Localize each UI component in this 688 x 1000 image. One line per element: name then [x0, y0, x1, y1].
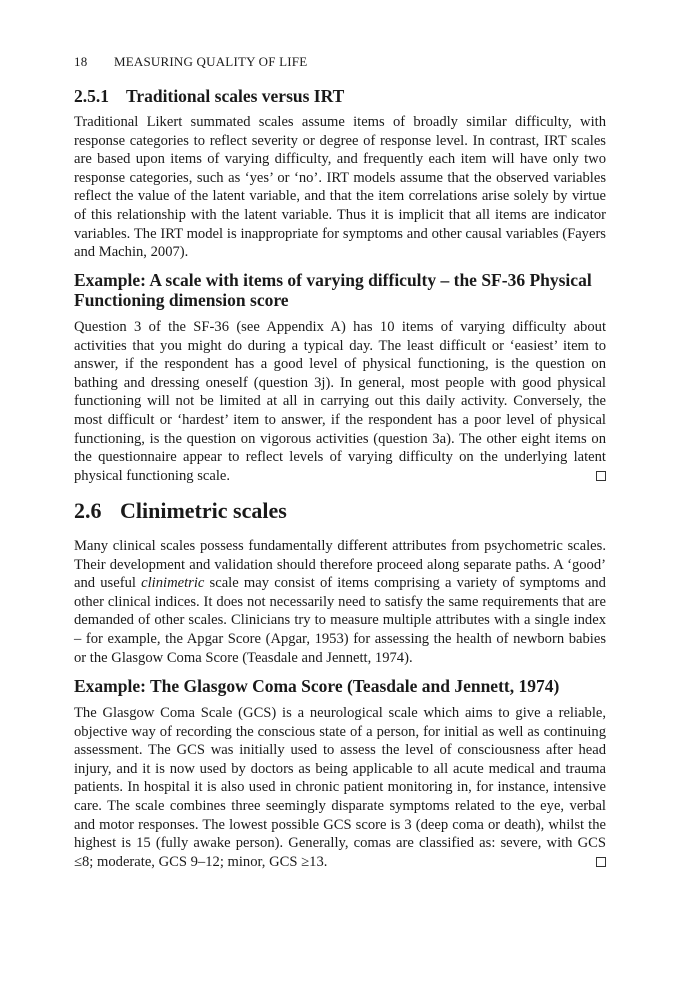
clinimetric-text-a: Many clinical scales possess fundamentally different attributes from psychometric scales. Their development and validation should therefore proceed along separate paths. A ‘good’ and useful	[74, 538, 606, 592]
clinimetric-text-b: scale may consist of items comprising a variety of symptoms and other clinical indices. It does not necessarily need to satisfy the same requirements that are demanded of other scales. Clinicians try to measure multiple attributes with a single index – for example, the Apgar Score (Apgar, 1953) for assessing the health of newborn babies or the Glasgow Coma Score (Teasdale and Jennett, 1974).	[74, 575, 606, 666]
paragraph-gcs-example	[74, 704, 606, 871]
end-of-example-box-icon	[596, 857, 606, 867]
section-heading-2-6	[74, 498, 287, 524]
running-title: MEASURING QUALITY OF LIFE	[114, 54, 308, 69]
paragraph-sf36-example	[74, 318, 606, 485]
subsection-heading-2-5-1	[74, 86, 344, 107]
section-number: 2.6	[74, 498, 102, 523]
gcs-example-text: The Glasgow Coma Scale (GCS) is a neurological scale which aims to give a reliable, objective way of recording the conscious state of a person, for initial as well as continuing assessment. The GCS was initially used to assess the level of consciousness after head injury, and it is now used by doctors as being applicable to all acute medical and trauma patients. In hospital it is also used in chronic patient monitoring in, for instance, intensive care. The scale combines three seemingly disparate symptoms related to the eye, verbal and motor responses. The lowest possible GCS score is 3 (deep coma or death), whilst the highest is 15 (fully awake person). Generally, comas are classified as: severe, with GCS ≤8; moderate, GCS 9–12; minor, GCS ≥13.	[74, 705, 606, 870]
clinimetric-emphasis: clinimetric	[141, 575, 205, 592]
subsection-number: 2.5.1	[74, 86, 109, 106]
paragraph-traditional-scales: Traditional Likert summated scales assume items of broadly similar difficulty, with response categories to reflect severity or degree of response level. In contrast, IRT scales are based upon items of varying difficulty, and frequently each item will have only two response categories, such as ‘yes’ or ‘no’. IRT models assume that the observed variables reflect the value of the latent variable, and that the item correlations arise solely by virtue of this relationship with the latent variable. Thus it is implicit that all items are indicator variables. The IRT model is inappropriate for symptoms and other causal variables (Fayers and Machin, 2007).	[74, 114, 606, 261]
subsection-title: Traditional scales versus IRT	[126, 86, 345, 106]
page-number: 18	[74, 54, 88, 69]
sf36-example-text: Question 3 of the SF-36 (see Appendix A) has 10 items of varying difficulty about activities that you might do during a typical day. The least difficult or ‘easiest’ item to answer, if the respondent has a good level of physical functioning, is the question on bathing and dressing oneself (question 3j). In general, most people with good physical functioning will not be limited at all in carrying out this daily activity. Conversely, the most difficult or ‘hardest’ item to answer, if the respondent has a poor level of physical functioning, is the question on vigorous activities (question 3a). The other eight items on the questionnaire appear to reflect levels of varying difficulty on the underlying latent physical functioning scale.	[74, 319, 606, 484]
example-heading-gcs: Example: The Glasgow Coma Score (Teasdale and Jennett, 1974)	[74, 676, 560, 696]
paragraph-clinimetric	[74, 537, 606, 667]
example-heading-sf36: Example: A scale with items of varying difficulty – the SF-36 Physical Functioning dimension score	[74, 270, 592, 310]
running-head	[74, 54, 307, 70]
section-title: Clinimetric scales	[120, 498, 287, 523]
end-of-example-box-icon	[596, 471, 606, 481]
